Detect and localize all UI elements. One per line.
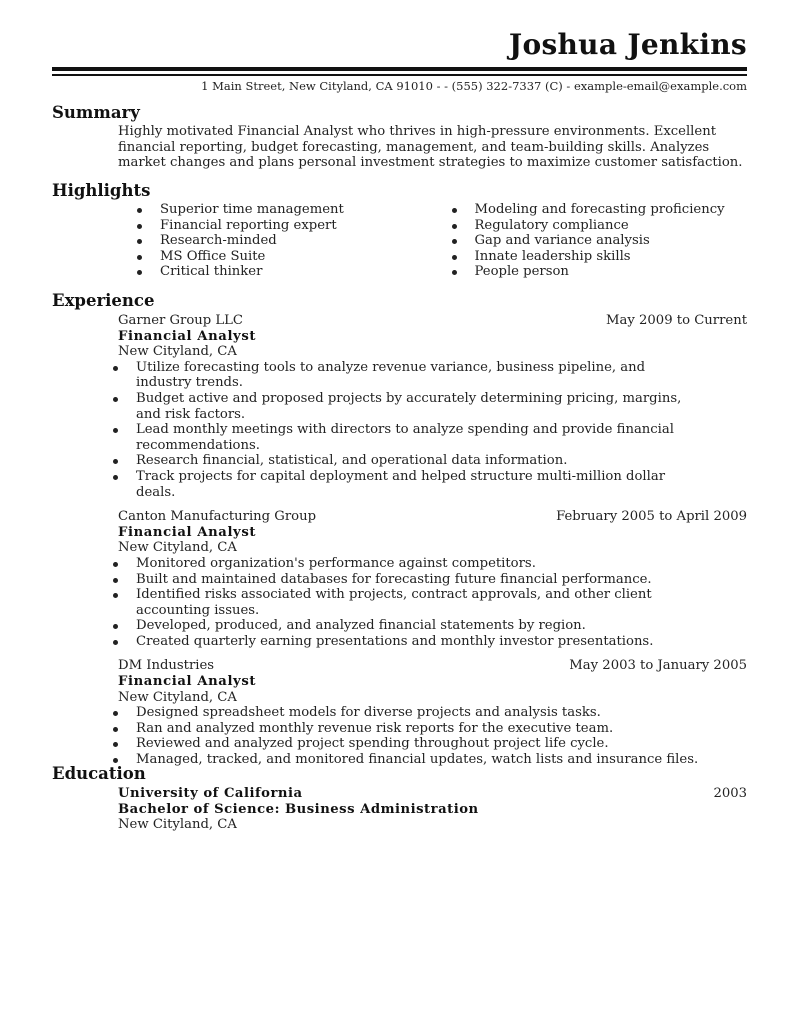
highlight-item: People person (433, 264, 748, 280)
job-bullet: Created quarterly earning presentations and monthly investor presentations. (94, 634, 704, 650)
highlight-item: Gap and variance analysis (433, 233, 748, 249)
highlights-left-list (118, 202, 433, 280)
job-bullet: Utilize forecasting tools to analyze revenue variance, business pipeline, and industry trends. (94, 360, 704, 391)
highlight-item: Critical thinker (118, 264, 433, 280)
job-entry (118, 509, 747, 649)
job-location: New Cityland, CA (118, 344, 237, 360)
highlight-item: Financial reporting expert (118, 218, 433, 234)
job-bullet: Managed, tracked, and monitored financial updates, watch lists and insurance files. (94, 752, 704, 768)
job-title: Financial Analyst (118, 524, 257, 540)
job-bullets (94, 360, 704, 500)
job-bullets (94, 705, 704, 767)
header-rule-thick (52, 67, 747, 71)
job-bullet: Lead monthly meetings with directors to analyze spending and provide financial recommendations. (94, 422, 704, 453)
section-title-experience: Experience (52, 291, 155, 310)
job-bullet: Ran and analyzed monthly revenue risk reports for the executive team. (94, 721, 704, 737)
section-title-summary: Summary (52, 103, 140, 122)
job-bullet: Designed spreadsheet models for diverse projects and analysis tasks. (94, 705, 704, 721)
contact-info: 1 Main Street, New Cityland, CA 91010 - - (555) 322-7337 (C) - example-email@example.com (201, 79, 747, 93)
highlights-right-list (433, 202, 748, 280)
section-title-education: Education (52, 764, 146, 783)
highlight-item: Regulatory compliance (433, 218, 748, 234)
job-dates: May 2003 to January 2005 (569, 658, 747, 674)
job-bullet: Identified risks associated with projects, contract approvals, and other client accounting issues. (94, 587, 704, 618)
job-bullet: Track projects for capital deployment and helped structure multi-million dollar deals. (94, 469, 704, 500)
education-section (52, 764, 747, 833)
job-bullet: Budget active and proposed projects by accurately determining pricing, margins, and risk factors. (94, 391, 704, 422)
experience-section (52, 291, 747, 777)
section-title-highlights: Highlights (52, 181, 151, 200)
highlights-section (52, 181, 747, 280)
job-title: Financial Analyst (118, 328, 257, 344)
education-year: 2003 (713, 786, 747, 801)
job-company: Canton Manufacturing Group (118, 509, 317, 525)
job-dates: May 2009 to Current (606, 313, 747, 328)
job-bullets (94, 556, 704, 650)
job-title: Financial Analyst (118, 674, 257, 690)
job-company: DM Industries (118, 658, 215, 674)
header-rule-thin (52, 74, 747, 76)
summary-text: Highly motivated Financial Analyst who thrives in high-pressure environments. Excellent financial reporting, budget forecasting, management, and team-building skills. Analyzes market changes and plans personal investment strategies to maximize customer satisfaction. (118, 124, 743, 171)
job-bullet: Monitored organization's performance against competitors. (94, 556, 704, 572)
highlight-item: Research-minded (118, 233, 433, 249)
job-entry (118, 313, 747, 500)
job-location: New Cityland, CA (118, 540, 237, 556)
highlight-item: Modeling and forecasting proficiency (433, 202, 748, 218)
candidate-name: Joshua Jenkins (508, 28, 747, 61)
job-bullet: Built and maintained databases for forecasting future financial performance. (94, 572, 704, 588)
job-dates: February 2005 to April 2009 (556, 509, 747, 525)
summary-section (52, 103, 747, 171)
job-bullet: Developed, produced, and analyzed financial statements by region. (94, 618, 704, 634)
job-company: Garner Group LLC (118, 313, 244, 328)
education-location: New Cityland, CA (118, 817, 237, 833)
job-bullet: Reviewed and analyzed project spending throughout project life cycle. (94, 736, 704, 752)
job-location: New Cityland, CA (118, 689, 237, 705)
education-school: University of California (118, 786, 303, 801)
highlight-item: MS Office Suite (118, 249, 433, 265)
job-entry (118, 658, 747, 767)
highlight-item: Superior time management (118, 202, 433, 218)
education-degree: Bachelor of Science: Business Administration (118, 801, 479, 817)
highlight-item: Innate leadership skills (433, 249, 748, 265)
job-bullet: Research financial, statistical, and operational data information. (94, 453, 704, 469)
